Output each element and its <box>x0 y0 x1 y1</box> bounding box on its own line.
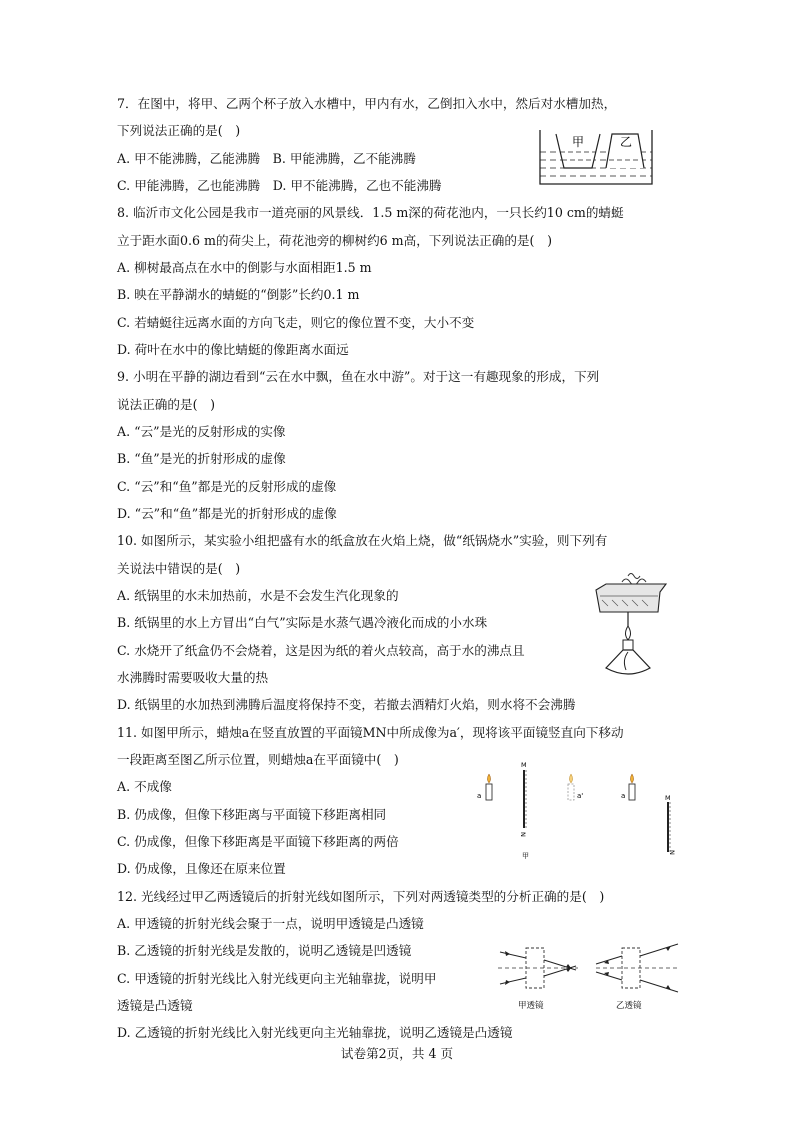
flame-icon <box>631 774 634 783</box>
q11-label-a-yi: a <box>621 792 626 800</box>
q8-option-c: C. 若蜻蜓往远离水面的方向飞走，则它的像位置不变，大小不变 <box>117 315 475 330</box>
q11-label-jia: 甲 <box>522 852 529 860</box>
q10-stem-line-1: 10. 如图所示，某实验小组把盛有水的纸盒放在火焰上烧，做“纸锅烧水”实验，则下列有 <box>117 533 608 548</box>
q11-label-m-yi: M <box>665 794 671 802</box>
q12-option-d: D. 乙透镜的折射光线比入射光线更向主光轴靠拢，说明乙透镜是凸透镜 <box>117 1025 513 1040</box>
q12-label-lens-jia: 甲透镜 <box>518 1001 544 1011</box>
q7-options-ab: A. 甲不能沸腾，乙能沸腾 B. 甲能沸腾，乙不能沸腾 <box>117 151 416 166</box>
q11-option-d: D. 仍成像，且像还在原来位置 <box>117 861 286 876</box>
q11-option-b: B. 仍成像，但像下移距离与平面镜下移距离相同 <box>117 807 387 822</box>
q11-stem-line-2: 一段距离至图乙所示位置，则蜡烛a在平面镜中( ) <box>117 752 399 767</box>
q10-paper-pot-figure <box>592 568 672 680</box>
q12-label-lens-yi: 乙透镜 <box>616 1001 642 1011</box>
candle-image-a-prime <box>568 784 574 800</box>
q10-option-b: B. 纸锅里的水上方冒出“白气”实际是水蒸气遇冷液化而成的小水珠 <box>117 615 488 630</box>
q12-option-a: A. 甲透镜的折射光线会聚于一点，说明甲透镜是凸透镜 <box>117 916 424 931</box>
q7-water-tank-figure <box>534 126 660 188</box>
q7-label-jia: 甲 <box>572 135 585 149</box>
q11-option-c: C. 仍成像，但像下移距离是平面镜下移距离的两倍 <box>117 834 399 849</box>
q8-option-b: B. 映在平静湖水的蜻蜓的“倒影”长约0.1 m <box>117 287 360 302</box>
q11-stem-line-1: 11. 如图甲所示，蜡烛a在竖直放置的平面镜MN中所成像为a′，现将该平面镜竖直向下移动 <box>117 725 624 740</box>
q12-lens-figure <box>496 934 682 1014</box>
q10-option-a: A. 纸锅里的水未加热前，水是不会发生汽化现象的 <box>117 588 399 603</box>
q11-label-m: M <box>521 761 527 769</box>
q7-stem-line-1: 7．在图中，将甲、乙两个杯子放入水槽中，甲内有水，乙倒扣入水中，然后对水槽加热， <box>117 96 617 111</box>
q12-option-b: B. 乙透镜的折射光线是发散的，说明乙透镜是凹透镜 <box>117 943 412 958</box>
flame-icon <box>488 774 491 783</box>
q8-stem-line-2: 立于距水面0.6 m的荷尖上，荷花池旁的柳树约6 m高，下列说法正确的是( ) <box>117 233 552 248</box>
q9-option-b: B. “鱼”是光的折射形成的虚像 <box>117 451 286 466</box>
q11-mirror-candle-figure <box>474 760 684 864</box>
q11-label-a: a <box>477 792 482 800</box>
q7-stem-line-2: 下列说法正确的是( ) <box>117 123 241 138</box>
q10-stem-line-2: 关说法中错误的是( ) <box>117 561 241 576</box>
candle-a-jia <box>486 784 492 800</box>
q8-option-d: D. 荷叶在水中的像比蜻蜓的像距离水面远 <box>117 342 349 357</box>
page-footer: 试卷第2页，共 4 页 <box>340 1046 454 1061</box>
candle-a-yi <box>629 784 635 800</box>
q11-label-a-prime: a' <box>577 792 584 800</box>
q12-option-c-line-1: C. 甲透镜的折射光线比入射光线更向主光轴靠拢，说明甲 <box>117 971 437 986</box>
q8-stem-line-1: 8. 临沂市文化公园是我市一道亮丽的风景线．1.5 m深的荷花池内，一只长约10 cm的蜻蜓 <box>117 205 624 220</box>
q11-label-n-yi: N <box>668 850 676 855</box>
q12-stem-line-1: 12. 光线经过甲乙两透镜后的折射光线如图所示，下列对两透镜类型的分析正确的是( ) <box>117 889 605 904</box>
q7-label-yi: 乙 <box>620 135 633 149</box>
q12-option-c-line-2: 透镜是凸透镜 <box>117 998 193 1013</box>
q7-options-cd: C. 甲能沸腾，乙也能沸腾 D. 甲不能沸腾，乙也不能沸腾 <box>117 178 442 193</box>
flame-icon <box>570 774 573 783</box>
q9-stem-line-1: 9. 小明在平静的湖边看到“云在水中飘，鱼在水中游”。对于这一有趣现象的形成，下列 <box>117 369 600 384</box>
q11-option-a: A. 不成像 <box>117 779 172 794</box>
q10-option-d: D. 纸锅里的水加热到沸腾后温度将保持不变，若撤去酒精灯火焰，则水将不会沸腾 <box>117 697 576 712</box>
q9-option-d: D. “云”和“鱼”都是光的折射形成的虚像 <box>117 506 337 521</box>
q10-option-c-line-1: C. 水烧开了纸盒仍不会烧着，这是因为纸的着火点较高，高于水的沸点且 <box>117 643 525 658</box>
q9-option-c: C. “云”和“鱼”都是光的反射形成的虚像 <box>117 479 337 494</box>
q11-label-n: N <box>519 832 527 837</box>
q10-option-c-line-2: 水沸腾时需要吸收大量的热 <box>117 670 269 685</box>
q9-option-a: A. “云”是光的反射形成的实像 <box>117 424 286 439</box>
q9-stem-line-2: 说法正确的是( ) <box>117 397 215 412</box>
q8-option-a: A. 柳树最高点在水中的倒影与水面相距1.5 m <box>117 260 372 275</box>
